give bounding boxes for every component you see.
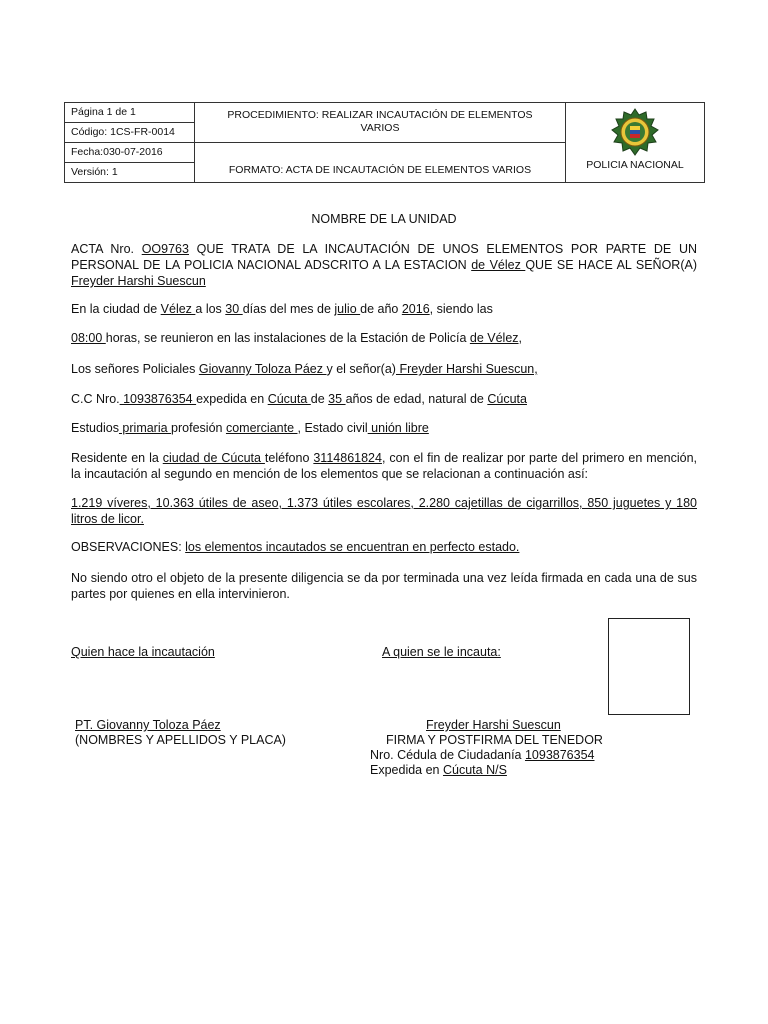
holder-issued-line (370, 763, 507, 777)
day-value: 30 (225, 302, 243, 316)
format-title: FORMATO: ACTA DE INCAUTACIÓN DE ELEMENTOS VARIOS (195, 143, 566, 182)
holder-issued-place: Cúcuta N/S (442, 763, 507, 777)
line-text: días del mes de (242, 302, 335, 316)
birthplace-value: Cúcuta (487, 392, 527, 406)
line-text: Los señores Policiales (71, 362, 199, 376)
id-line (71, 392, 697, 406)
acta-text: QUE SE HACE AL SEÑOR(A) (525, 258, 697, 272)
document-header-table (64, 102, 705, 183)
line-text: Expedida en (370, 763, 443, 777)
officer-name: Giovanny Toloza Páez (198, 362, 327, 376)
civil-status-value: unión libre (367, 421, 429, 435)
city-value: Vélez (160, 302, 196, 316)
line-text: a los (195, 302, 226, 316)
logo-cell (566, 103, 704, 182)
line-text: horas, se reunieron en las instalaciones de la Estación de Policía (105, 331, 470, 345)
acta-station: de Vélez (471, 258, 526, 272)
station-value: de Vélez (469, 331, 519, 345)
acta-text: ACTA Nro. (71, 242, 142, 256)
month-value: julio (334, 302, 361, 316)
hour-value: 08:00 (71, 331, 106, 345)
hours-line (71, 331, 697, 345)
observations-line (71, 540, 697, 554)
seizer-name-caption: (NOMBRES Y APELLIDOS Y PLACA) (75, 733, 286, 747)
id-number: 1093876354 (119, 392, 197, 406)
age-value: 35 (328, 392, 346, 406)
studies-value: primaria (118, 421, 172, 435)
holder-name: Freyder Harshi Suescun (426, 718, 561, 732)
line-text: , siendo las (429, 302, 493, 316)
line-text: , Estado civil (297, 421, 368, 435)
city-date-line (71, 302, 697, 316)
residence-paragraph (71, 450, 697, 482)
seizer-label: Quien hace la incautación (71, 645, 215, 659)
line-text: En la ciudad de (71, 302, 161, 316)
police-crest-icon (608, 107, 662, 157)
seized-party-label: A quien se le incauta: (382, 645, 501, 659)
document-version: Versión: 1 (65, 163, 195, 182)
seized-items-list: 1.219 víveres, 10.363 útiles de aseo, 1.373 útiles escolares, 2.280 cajetillas de cigarrillos, 850 juguetes y 180 litros de licor. (71, 496, 697, 526)
closing-paragraph: No siendo otro el objeto de la presente diligencia se da por terminada una vez leída firmada en cada una de sus partes por quienes en ella intervinieron. (71, 571, 697, 601)
unit-title: NOMBRE DE LA UNIDAD (311, 212, 457, 226)
procedure-title: PROCEDIMIENTO: REALIZAR INCAUTACIÓN DE ELEMENTOS VARIOS (195, 103, 566, 143)
officers-line (71, 362, 697, 376)
line-text: y el señor(a) (326, 362, 396, 376)
residence-city: ciudad de Cúcuta (162, 451, 265, 465)
line-text: Estudios (71, 421, 119, 435)
paragraph-text: Residente en la (71, 451, 163, 465)
line-text: , (518, 331, 523, 345)
paragraph-text: teléfono (264, 451, 314, 465)
issued-in-value: Cúcuta (267, 392, 311, 406)
acta-person: Freyder Harshi Suescun (71, 274, 206, 288)
phone-number: 3114861824 (313, 451, 382, 465)
line-text: C.C Nro. (71, 392, 120, 406)
line-text: expedida en (196, 392, 268, 406)
line-text: años de edad, natural de (345, 392, 488, 406)
holder-caption: FIRMA Y POSTFIRMA DEL TENEDOR (386, 733, 603, 747)
line-text: Nro. Cédula de Ciudadanía (370, 748, 525, 762)
profession-value: comerciante (225, 421, 298, 435)
holder-id-number: 1093876354 (524, 748, 595, 762)
paragraph-text: , con el fin de realizar por parte del primero en mención, la incautación al segundo en mención de los elementos que se relacionan a continuación así: (71, 451, 697, 481)
seizer-name: PT. Giovanny Toloza Páez (75, 718, 221, 732)
organization-name: POLICIA NACIONAL (586, 159, 684, 171)
year-value: 2016 (401, 302, 430, 316)
acta-paragraph (71, 241, 697, 289)
acta-text: QUE TRATA DE LA INCAUTACIÓN DE UNOS ELEMENTOS POR PARTE DE UN PERSONAL DE LA POLICIA NACIONAL ADSCRITO A LA ESTACION (71, 242, 697, 272)
fingerprint-box (608, 618, 690, 715)
observations-label: OBSERVACIONES: (71, 540, 186, 554)
line-text: de año (360, 302, 402, 316)
person-name: Freyder Harshi Suescun, (395, 362, 538, 376)
page-number: Página 1 de 1 (65, 103, 195, 123)
line-text: de (310, 392, 329, 406)
observations-text: los elementos incautados se encuentran en perfecto estado. (185, 540, 520, 554)
acta-number: OO9763 (141, 242, 189, 256)
line-text: profesión (171, 421, 226, 435)
holder-id-line (370, 748, 595, 762)
document-code: Código: 1CS-FR-0014 (65, 123, 195, 143)
document-date: Fecha:030-07-2016 (65, 143, 195, 163)
studies-line (71, 421, 697, 435)
